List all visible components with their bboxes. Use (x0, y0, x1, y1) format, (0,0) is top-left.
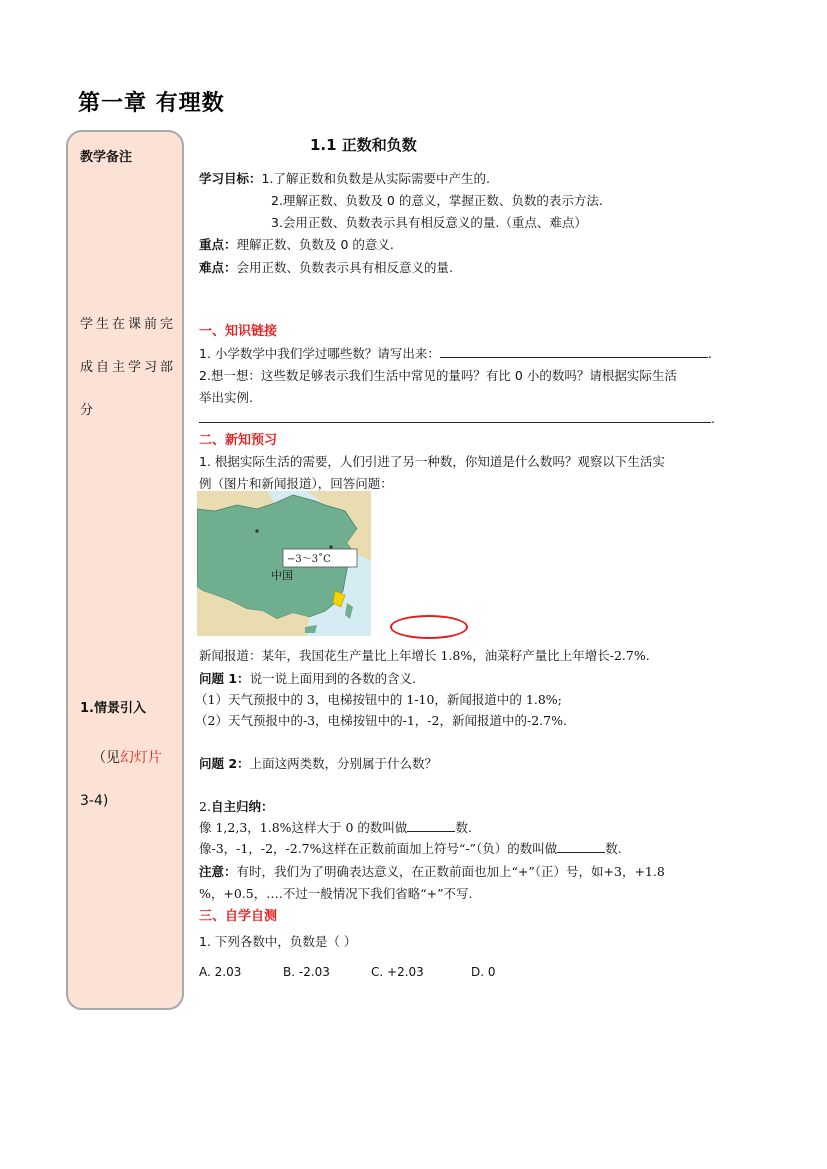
q2-end: . (711, 411, 715, 426)
option-d[interactable]: D. 0 (471, 965, 496, 979)
summary-number: 2. (199, 799, 211, 814)
ref-tail: 3-4) (80, 793, 109, 809)
difficulty-label: 难点： (199, 260, 237, 275)
section-title: 1.1 正数和负数 (310, 136, 417, 154)
q1-end: . (707, 346, 712, 361)
objective-1: 1.了解正数和负数是从实际需要中产生的. (261, 171, 490, 186)
summary-line-1-text: 像 1,2,3，1.8%这样大于 0 的数叫做 (199, 820, 408, 835)
part1-question-2-line-2: 举出实例. (199, 390, 253, 405)
summary-line-2 (199, 839, 622, 857)
highlight-ellipse (390, 615, 468, 639)
sidebar-section-label: 1.情景引入 (80, 701, 146, 716)
problem-1-answer-a: （1）天气预报中的 3，电梯按钮中的 1-10，新闻报道中的 1.8%; (195, 692, 562, 707)
summary-label: 自主归纳： (210, 799, 274, 814)
key-point (199, 235, 394, 253)
teaching-notes-sidebar (66, 130, 184, 1010)
objective-2: 2.理解正数、负数及 0 的意义，掌握正数、负数的表示方法. (271, 193, 603, 208)
answer-blank-1[interactable] (440, 345, 708, 358)
answer-options (199, 965, 496, 979)
difficulty (199, 258, 453, 276)
key-point-label: 重点： (199, 237, 237, 252)
problem-1-answer-b: （2）天气预报中的-3，电梯按钮中的-1，-2，新闻报道中的-2.7%. (195, 713, 567, 728)
option-c[interactable]: C. +2.03 (371, 965, 424, 979)
sidebar-heading: 教学备注 (80, 150, 133, 165)
problem-1 (199, 669, 416, 687)
part2-heading: 二、新知预习 (199, 433, 278, 448)
part2-intro-line-1: 1. 根据实际生活的需要，人们引进了另一种数，你知道是什么数吗？观察以下生活实 (199, 454, 665, 469)
map-temperature-label: −3～3˚C (287, 554, 331, 565)
note-label: 注意： (199, 864, 237, 879)
ref-slides: 幻灯片 (120, 750, 162, 766)
problem-2-text: 上面这两类数，分别属于什么数？ (249, 756, 438, 771)
positive-number-blank[interactable] (407, 819, 455, 832)
problem-1-label: 问题 1： (199, 671, 250, 686)
part3-heading: 三、自学自测 (199, 909, 278, 924)
summary-line-1-end: 数. (455, 820, 472, 835)
summary-heading (199, 797, 273, 815)
note-line-1 (199, 862, 665, 880)
ref-prefix: （见 (92, 750, 120, 766)
objective-line-1 (199, 169, 490, 187)
answer-blank-2[interactable] (199, 410, 711, 423)
objective-3: 3.会用正数、负数表示具有相反意义的量.（重点、难点） (271, 215, 587, 230)
note-text-1: 有时，我们为了明确表达意义，在正数前面也加上“+”（正）号，如+3，+1.8 (236, 864, 665, 879)
part2-intro-line-2: 例（图片和新闻报道），回答问题： (199, 476, 393, 491)
summary-line-2-end: 数. (605, 841, 622, 856)
sidebar-note: 学生在课前完成自主学习部分 (80, 317, 177, 418)
chapter-title: 第一章 有理数 (78, 91, 225, 116)
summary-line-2-text: 像-3，-1，-2，-2.7%这样在正数前面加上符号“-”（负）的数叫做 (199, 841, 558, 856)
option-a[interactable]: A. 2.03 (199, 965, 242, 979)
china-weather-map (197, 491, 371, 636)
part3-question-1: 1. 下列各数中，负数是（ ） (199, 934, 357, 949)
sidebar-slide-reference (80, 737, 180, 823)
news-report: 新闻报道：某年，我国花生产量比上年增长 1.8%，油菜籽产量比上年增长-2.7%. (199, 648, 650, 663)
part1-question-1 (199, 344, 712, 362)
problem-2-label: 问题 2： (199, 756, 250, 771)
map-country-label: 中国 (271, 569, 293, 582)
key-point-text: 理解正数、负数及 0 的意义. (236, 237, 394, 252)
problem-1-text: 说一说上面用到的各数的含义. (249, 671, 417, 686)
option-b[interactable]: B. -2.03 (283, 965, 330, 979)
answer-line-2 (199, 410, 715, 426)
negative-number-blank[interactable] (557, 840, 605, 853)
problem-2 (199, 754, 437, 772)
q1-text: 1. 小学数学中我们学过哪些数？请写出来： (199, 346, 440, 361)
part1-heading: 一、知识链接 (199, 324, 278, 339)
note-line-2: %，+0.5，….不过一般情况下我们省略“+”不写. (199, 886, 473, 901)
summary-line-1 (199, 818, 472, 836)
objectives-label: 学习目标： (199, 171, 262, 186)
difficulty-text: 会用正数、负数表示具有相反意义的量. (236, 260, 453, 275)
part1-question-2-line-1: 2.想一想：这些数足够表示我们生活中常见的量吗？有比 0 小的数吗？请根据实际生活 (199, 368, 677, 383)
